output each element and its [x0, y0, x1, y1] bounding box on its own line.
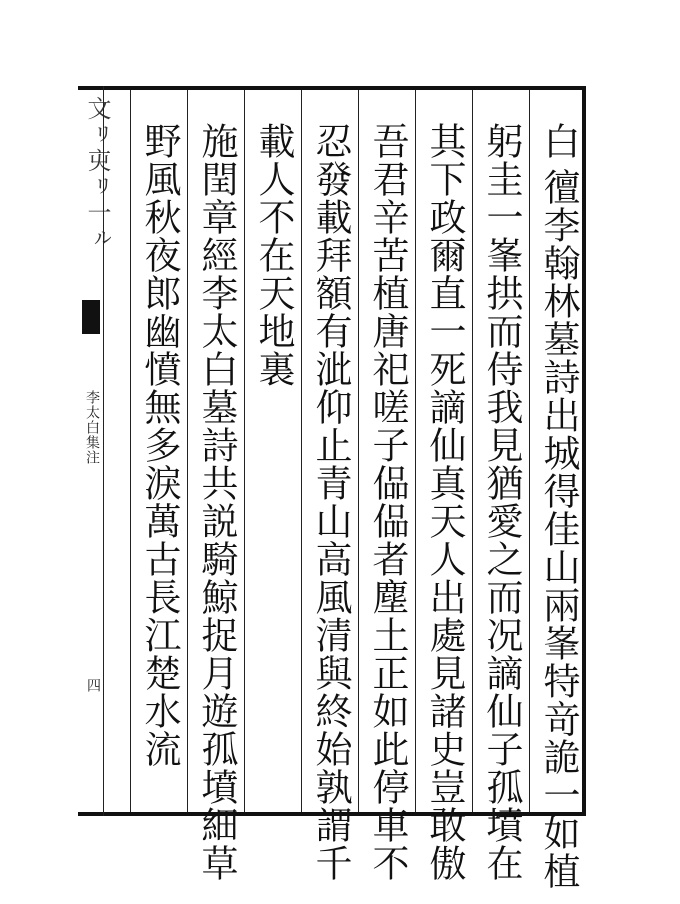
margin-header-text: 文ㇼ㐪ㇼ一ㇽ [83, 96, 111, 252]
column-text-7: 施閏章經李太白墓詩共説騎鯨捉月遊孤墳細草 [195, 122, 238, 882]
margin-page-number: 四 [85, 678, 101, 692]
fish-tail-mark [82, 300, 100, 334]
text-column-2 [472, 90, 528, 882]
column-text-4: 吾君辛苦植唐祀嗟子偘偘者塵土正如此停車不 [366, 122, 409, 882]
text-column-3 [415, 90, 471, 882]
column-text-1b: 㣶李翰林墓詩出城得佳山兩峯特竒詭一如植 [537, 168, 580, 890]
column-text-8: 野風秋夜郎幽憤無多淚萬古長江楚水流 [138, 122, 181, 768]
column-text-6: 載人不在天地裏 [252, 122, 295, 388]
text-column-8 [130, 90, 186, 812]
text-column-7 [187, 90, 243, 882]
column-text-3: 其下政爾直一死謫仙真天人出處見諸史豈敢傲 [423, 122, 466, 882]
text-column-4 [358, 90, 414, 882]
margin-book-title: 李太白集注 [84, 390, 100, 465]
column-text-5: 忍發載拜額有泚仰止青山高風清與終始孰謂千 [309, 122, 352, 882]
column-text-2: 躬圭一峯拱而侍我見猶愛之而况謫仙子孤墳在 [480, 122, 523, 882]
column-text-1: 白 [537, 122, 580, 160]
text-column-6 [244, 90, 300, 812]
text-column-1b [529, 90, 585, 890]
text-column-5 [301, 90, 357, 882]
